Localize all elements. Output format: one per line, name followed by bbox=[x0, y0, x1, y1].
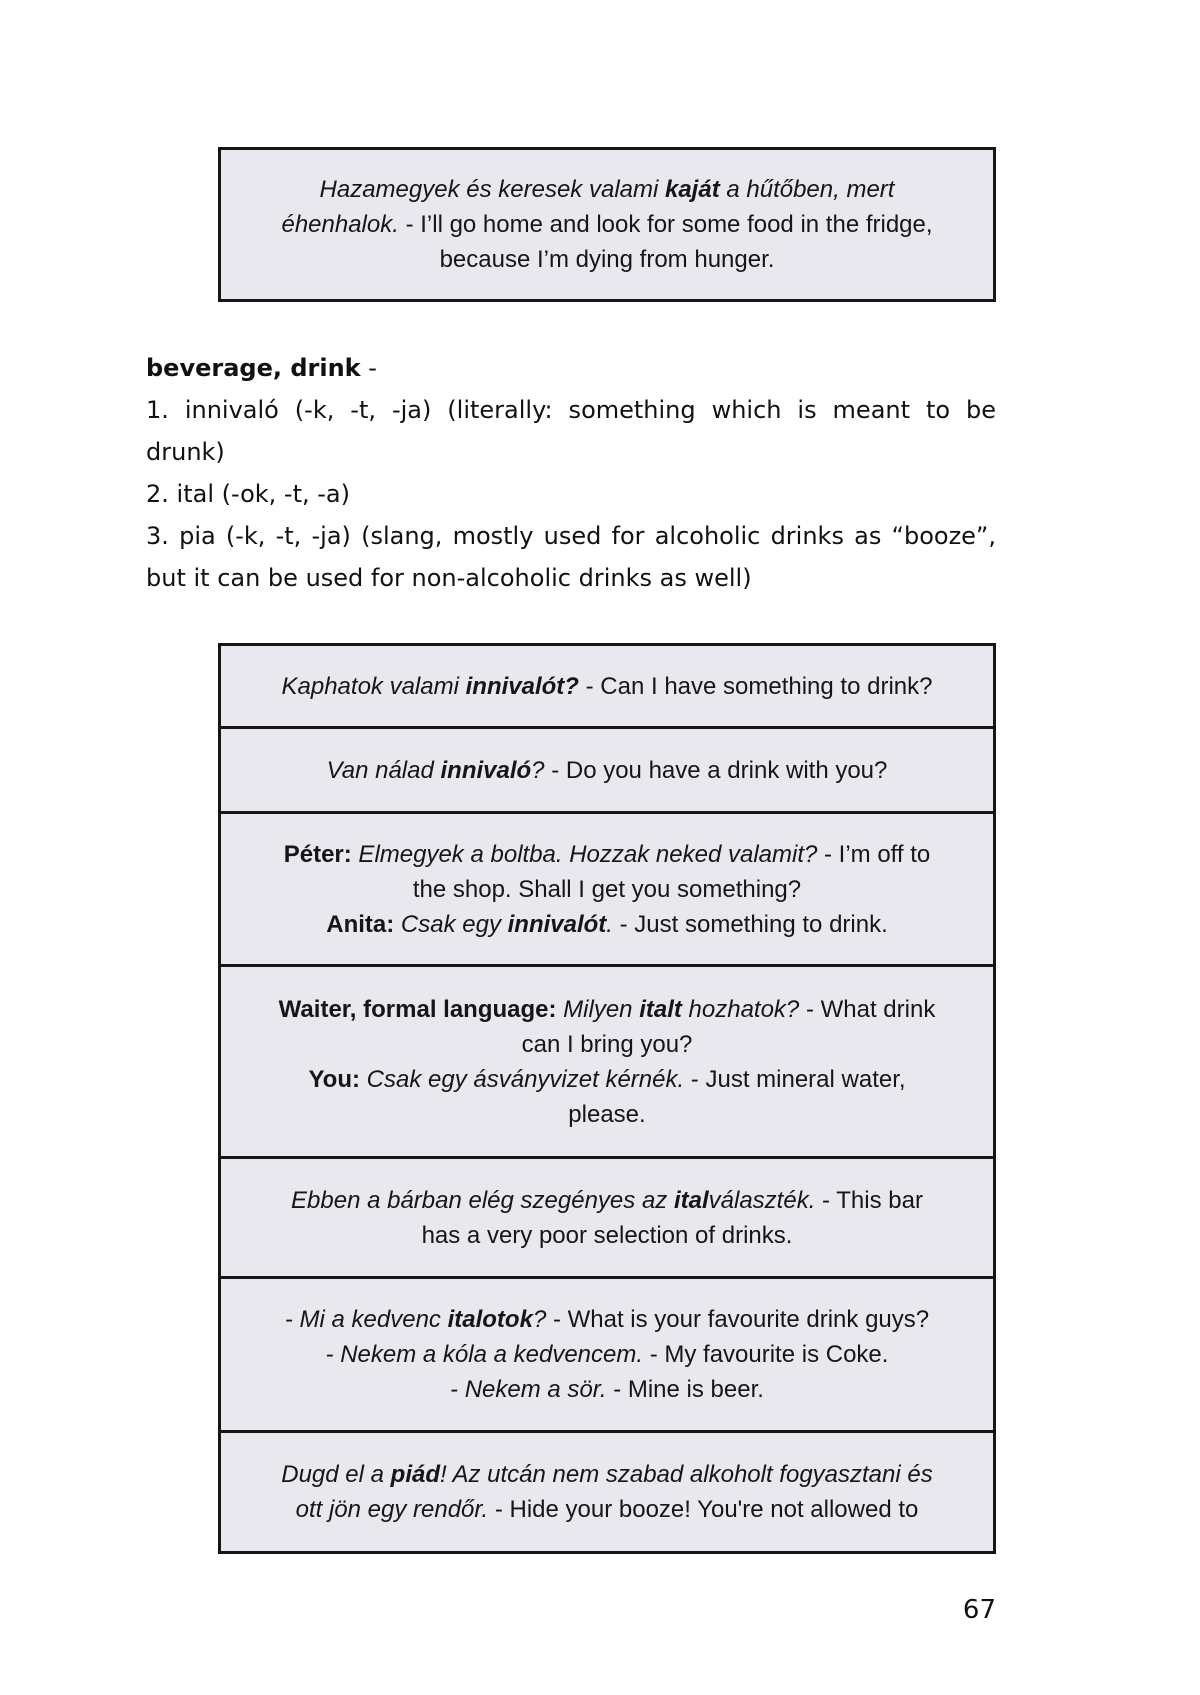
example-row bbox=[221, 1279, 993, 1433]
top-example-box bbox=[218, 147, 996, 302]
example-row bbox=[221, 1159, 993, 1279]
vocab-definition-line: but it can be used for non-alcoholic drinks as well) bbox=[146, 564, 752, 592]
translation-text: has a very poor selection of drinks. bbox=[421, 1221, 793, 1249]
hungarian-text: Hazamegyek és keresek valami bbox=[319, 176, 665, 203]
example-line bbox=[568, 1097, 645, 1132]
example-row bbox=[221, 814, 993, 967]
translation-text: the shop. Shall I get you something? bbox=[412, 875, 802, 903]
example-line bbox=[422, 1218, 793, 1253]
vocab-definition-line: 2. ital (-ok, -t, -a) bbox=[146, 480, 350, 508]
example-line bbox=[281, 207, 932, 242]
translation-text: please. bbox=[568, 1100, 646, 1128]
translation-text: - Just mineral water, bbox=[684, 1065, 906, 1093]
example-row bbox=[221, 729, 993, 814]
hungarian-text: Csak egy bbox=[394, 910, 508, 938]
translation-text: - What drink bbox=[799, 995, 936, 1023]
keyword: innivalót? bbox=[465, 672, 579, 700]
hungarian-text: Csak egy ásványvizet kérnék. bbox=[360, 1065, 685, 1093]
hungarian-text: . bbox=[606, 910, 613, 938]
vocabulary-heading bbox=[146, 347, 996, 389]
speaker-label: You: bbox=[308, 1065, 360, 1093]
example-line bbox=[291, 1183, 923, 1218]
example-line bbox=[326, 907, 888, 942]
example-line bbox=[284, 837, 931, 872]
translation-text: - I’ll go home and look for some food in the fridge, bbox=[398, 211, 933, 238]
hungarian-text: hozhatok? bbox=[681, 995, 800, 1023]
keyword: piád bbox=[390, 1461, 440, 1488]
translation-text: - What is your favourite drink guys? bbox=[546, 1306, 930, 1333]
example-row bbox=[221, 646, 993, 729]
vocabulary-section bbox=[146, 347, 996, 599]
hungarian-text: Ebben a bárban elég szegényes az bbox=[291, 1186, 674, 1214]
hungarian-text: a hűtőben, mert bbox=[719, 176, 895, 203]
example-line bbox=[296, 1492, 919, 1527]
keyword: kaját bbox=[664, 176, 720, 203]
hungarian-text: ! Az utcán nem szabad alkoholt fogyasztani és bbox=[440, 1461, 933, 1488]
vocab-definition-line: 1. innivaló (-k, -t, -ja) (literally: something which is meant to be bbox=[146, 396, 996, 424]
translation-text: - Do you have a drink with you? bbox=[544, 756, 888, 784]
example-line bbox=[279, 992, 936, 1027]
hungarian-text: - Mi a kedvenc bbox=[284, 1306, 448, 1333]
hungarian-text: Elmegyek a boltba. Hozzak neked valamit? bbox=[351, 840, 818, 868]
vocab-definition-line: drunk) bbox=[146, 438, 225, 466]
example-line bbox=[327, 753, 888, 788]
example-line bbox=[285, 1302, 929, 1337]
example-line bbox=[282, 669, 933, 704]
example-line bbox=[308, 1062, 905, 1097]
hungarian-text: Van nálad bbox=[326, 756, 441, 784]
example-row bbox=[221, 967, 993, 1159]
example-row bbox=[221, 1433, 993, 1554]
vocab-term: beverage, drink bbox=[146, 354, 361, 382]
page-number: 67 bbox=[962, 1595, 996, 1625]
vocab-term-suffix: - bbox=[360, 354, 377, 382]
hungarian-text: éhenhalok. bbox=[281, 211, 399, 238]
keyword: innivaló bbox=[440, 756, 532, 784]
translation-text: - Mine is beer. bbox=[606, 1376, 764, 1403]
example-line bbox=[522, 1027, 693, 1062]
examples-table bbox=[218, 643, 996, 1554]
keyword: ital bbox=[673, 1186, 709, 1214]
example-line bbox=[413, 872, 801, 907]
example-line bbox=[440, 242, 775, 277]
keyword: innivalót bbox=[507, 910, 607, 938]
example-line bbox=[326, 1337, 889, 1372]
translation-text: - I’m off to bbox=[817, 840, 931, 868]
example-line bbox=[450, 1372, 764, 1407]
hungarian-text: Kaphatok valami bbox=[281, 672, 466, 700]
speaker-label: Waiter, formal language: bbox=[278, 995, 557, 1023]
hungarian-text: ? bbox=[531, 756, 545, 784]
hungarian-text: ott jön egy rendőr. bbox=[295, 1496, 489, 1523]
vocab-definition-line: 3. pia (-k, -t, -ja) (slang, mostly used for alcoholic drinks as “booze”, bbox=[146, 522, 996, 550]
translation-text: - My favourite is Coke. bbox=[643, 1341, 889, 1368]
translation-text: - Can I have something to drink? bbox=[578, 672, 933, 700]
hungarian-text: választék. bbox=[708, 1186, 816, 1214]
translation-text: - Just something to drink. bbox=[612, 910, 888, 938]
speaker-label: Péter: bbox=[283, 840, 352, 868]
hungarian-text: Milyen bbox=[556, 995, 640, 1023]
example-line bbox=[281, 1457, 932, 1492]
keyword: italt bbox=[639, 995, 682, 1023]
hungarian-text: - Nekem a sör. bbox=[450, 1376, 607, 1403]
example-line bbox=[320, 172, 895, 207]
speaker-label: Anita: bbox=[326, 910, 395, 938]
translation-text: - This bar bbox=[815, 1186, 923, 1214]
hungarian-text: - Nekem a kóla a kedvencem. bbox=[325, 1341, 644, 1368]
translation-text: can I bring you? bbox=[521, 1030, 693, 1058]
keyword: italotok bbox=[447, 1306, 533, 1333]
translation-text: - Hide your booze! You're not allowed to bbox=[488, 1496, 919, 1523]
hungarian-text: Dugd el a bbox=[281, 1461, 391, 1488]
translation-text: because I’m dying from hunger. bbox=[439, 246, 775, 273]
hungarian-text: ? bbox=[532, 1306, 547, 1333]
